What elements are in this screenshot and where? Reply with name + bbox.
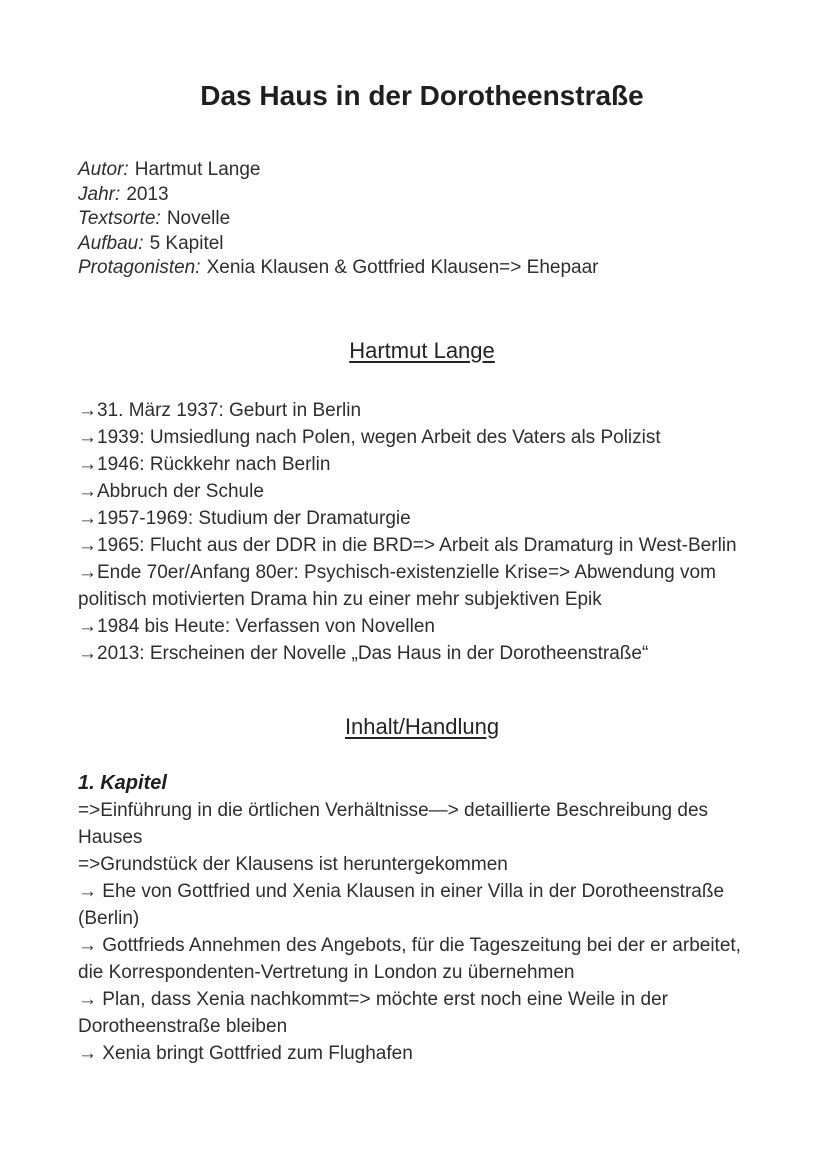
- meta-label-autor: Autor:: [78, 159, 129, 180]
- meta-line-aufbau: [78, 232, 766, 257]
- metadata-block: [78, 158, 766, 281]
- meta-value-autor: Hartmut Lange: [134, 159, 261, 180]
- meta-value-jahr: 2013: [126, 183, 169, 205]
- section-heading-hartmut-lange: Hartmut Lange: [349, 337, 495, 363]
- chapter-item: → Gottfrieds Annehmen des Angebots, für die Tageszeitung bei der er arbeitet, die Korrespondenten-Vertretung in London zu übernehmen: [78, 934, 741, 983]
- chapter-content-list: [78, 797, 766, 1067]
- meta-line-autor: [78, 158, 766, 183]
- meta-label-aufbau: Aufbau:: [78, 232, 144, 254]
- meta-label-jahr: Jahr:: [78, 183, 121, 205]
- bio-item: →2013: Erscheinen der Novelle „Das Haus in der Dorotheenstraße“: [78, 642, 649, 664]
- chapter-item: =>Einführung in die örtlichen Verhältnisse—> detaillierte Beschreibung des Hauses: [78, 799, 709, 848]
- biography-list: [78, 397, 766, 667]
- meta-value-protagonisten: Xenia Klausen & Gottfried Klausen=> Ehepaar: [206, 257, 599, 278]
- chapter-item: =>Grundstück der Klausens ist heruntergekommen: [78, 853, 508, 875]
- meta-line-jahr: [78, 183, 766, 208]
- chapter-heading: 1. Kapitel: [78, 771, 167, 794]
- section-heading-inhalt-handlung: Inhalt/Handlung: [344, 713, 500, 739]
- meta-value-textsorte: Novelle: [166, 208, 231, 229]
- meta-value-aufbau: 5 Kapitel: [149, 232, 224, 254]
- meta-label-protagonisten: Protagonisten:: [78, 257, 201, 278]
- chapter-item: → Plan, dass Xenia nachkommt=> möchte erst noch eine Weile in der Dorotheenstraße bleiben: [78, 988, 669, 1037]
- bio-item: →Abbruch der Schule: [78, 480, 264, 502]
- meta-line-textsorte: [78, 207, 766, 232]
- meta-label-textsorte: Textsorte:: [78, 208, 161, 229]
- bio-item: →Ende 70er/Anfang 80er: Psychisch-existenzielle Krise=> Abwendung vom politisch motivierten Drama hin zu einer mehr subjektiven Epik: [78, 561, 716, 610]
- bio-item: →31. März 1937: Geburt in Berlin: [78, 399, 362, 421]
- chapter-item: → Xenia bringt Gottfried zum Flughafen: [78, 1042, 413, 1064]
- meta-line-protagonisten: [78, 256, 766, 281]
- bio-item: →1946: Rückkehr nach Berlin: [78, 453, 331, 475]
- chapter-item: → Ehe von Gottfried und Xenia Klausen in einer Villa in der Dorotheenstraße (Berlin): [78, 880, 725, 929]
- bio-item: →1939: Umsiedlung nach Polen, wegen Arbeit des Vaters als Polizist: [78, 426, 661, 448]
- bio-item: →1984 bis Heute: Verfassen von Novellen: [78, 615, 435, 637]
- bio-item: →1957-1969: Studium der Dramaturgie: [78, 507, 411, 529]
- document-title: Das Haus in der Dorotheenstraße: [200, 80, 644, 111]
- bio-item: →1965: Flucht aus der DDR in die BRD=> Arbeit als Dramaturg in West-Berlin: [78, 534, 737, 556]
